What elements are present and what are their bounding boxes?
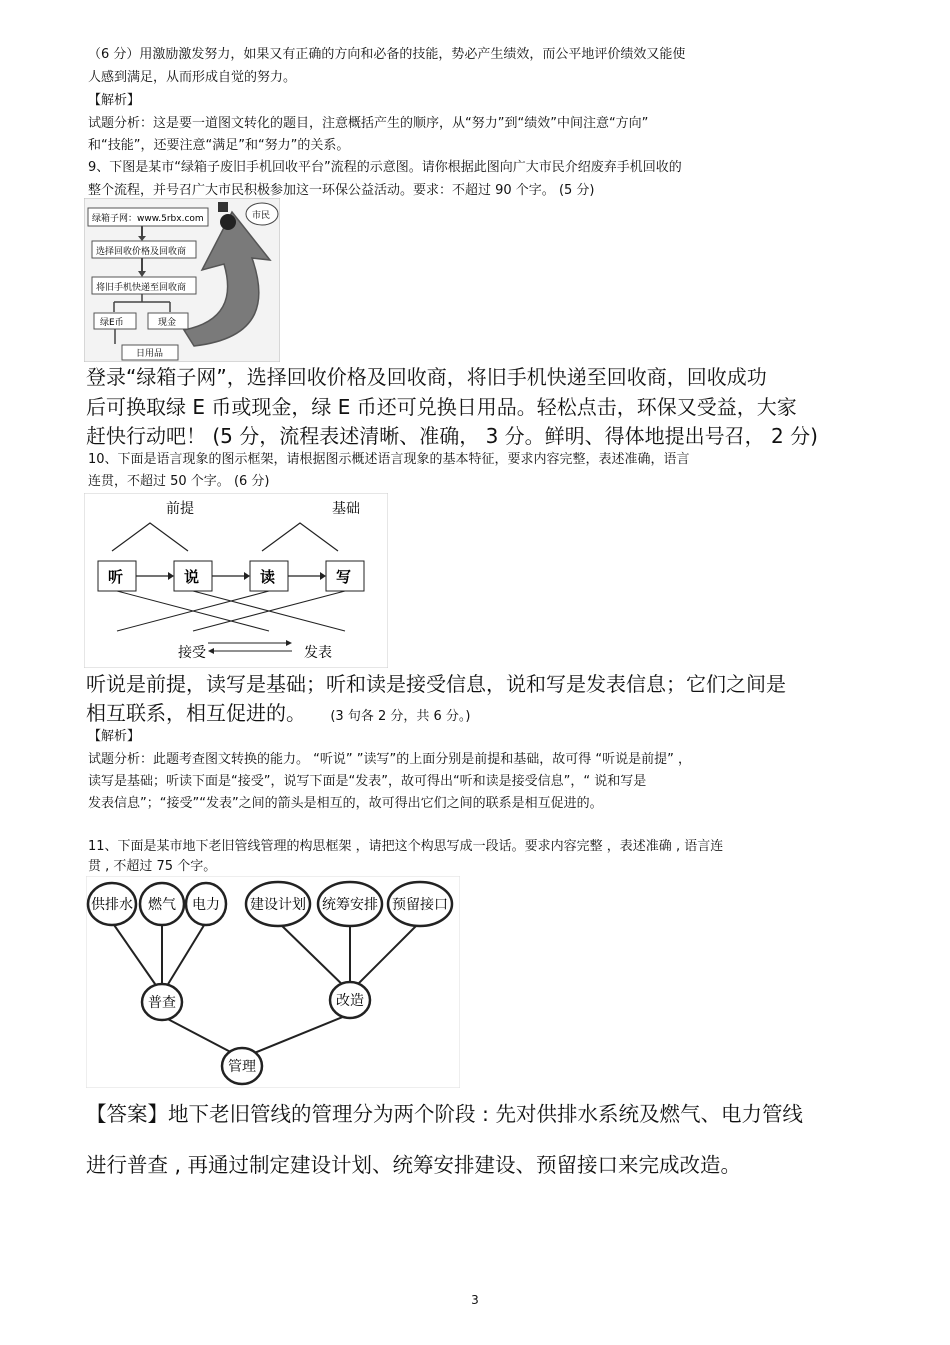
receive-label: 接受	[178, 645, 206, 661]
q8-answer-line1: （6 分）用激励激发努力，如果又有正确的方向和必备的技能，势必产生绩效，而公平地评价绩效又能使	[88, 47, 686, 62]
q9-question-line2: 整个流程，并号召广大市民积极参加这一环保公益活动。要求：不超过 90 个字。 (5 分)	[88, 183, 595, 198]
publish-label: 发表	[304, 645, 332, 661]
q10-score-note: (3 句各 2 分，共 6 分。)	[330, 709, 471, 724]
q9-question-line1: 9、下图是某市“绿箱子废旧手机回收平台”流程的示意图。请你根据此图向广大市民介绍废弃手机回收的	[88, 160, 682, 175]
q11-answer-line1: 【答案】地下老旧管线的管理分为两个阶段 : 先对供排水系统及燃气、电力管线	[86, 1102, 803, 1126]
q10-question-line2: 连贯，不超过 50 个字。 (6 分)	[88, 474, 270, 489]
computer-icon	[218, 202, 228, 212]
q9-answer-line2: 后可换取绿 E 币或现金，绿 E 币还可兑换日用品。轻松点击，环保又受益，大家	[86, 395, 797, 419]
q10-question-line1: 10、下面是语言现象的图示框架，请根据图示概述语言现象的基本特征，要求内容完整，表述准确，语言	[88, 452, 690, 467]
plan-node-label: 建设计划	[250, 897, 306, 913]
step1-label: 选择回收价格及回收商	[96, 247, 187, 257]
pipeline-management-figure	[86, 876, 460, 1088]
q11-question-line2: 贯 , 不超过 75 个字。	[88, 859, 217, 874]
manage-node-label: 管理	[228, 1059, 256, 1075]
premise-label: 前提	[166, 501, 194, 517]
q10-analysis-line2: 读写是基础；听读下面是“接受”，说写下面是“发表”，故可得出“听和读是接受信息”，“ 说和写是	[88, 774, 647, 789]
q11-answer-line2: 进行普查 , 再通过制定建设计划、统筹安排建设、预留接口来完成改造。	[86, 1153, 742, 1177]
q10-analysis-heading: 【解析】	[88, 729, 141, 744]
person-icon	[220, 214, 236, 230]
coin-label: 绿E币	[100, 318, 124, 328]
read-label: 读	[260, 568, 276, 586]
site-label: 绿箱子网：www.5rbx.com	[92, 214, 204, 224]
survey-node-label: 普查	[148, 995, 176, 1011]
goods-label: 日用品	[136, 349, 164, 359]
gas-node-label: 燃气	[148, 897, 176, 913]
citizen-label: 市民	[252, 211, 271, 221]
recycle-flow-figure	[84, 198, 280, 362]
q11-question-line1: 11、下面是某市地下老旧管线管理的构思框架 ，请把这个构思写成一段话。要求内容完整 ，表述准确 , 语言连	[88, 839, 724, 854]
listen-label: 听	[108, 568, 124, 586]
q8-analysis-heading: 【解析】	[88, 93, 141, 108]
q10-analysis-line1: 试题分析：此题考查图文转换的能力。 “听说” ”读写”的上面分别是前提和基础，故可得 “听说是前提” ，	[88, 752, 691, 767]
q8-analysis-line1: 试题分析：这是要一道图文转化的题目，注意概括产生的顺序，从“努力”到“绩效”中间注意“方向”	[88, 116, 649, 131]
q9-answer-line3: 赶快行动吧！ (5 分，流程表述清晰、准确， 3 分。鲜明、得体地提出号召， 2 分)	[86, 424, 818, 448]
language-framework-figure	[84, 493, 388, 668]
coord-node-label: 统筹安排	[322, 897, 378, 913]
q10-analysis-line3: 发表信息”；“接受”“发表”之间的箭头是相互的，故可得出它们之间的联系是相互促进的。	[88, 796, 603, 811]
q10-answer-line2-text: 相互联系，相互促进的。	[86, 701, 306, 725]
water-node-label: 供排水	[91, 897, 133, 913]
q8-analysis-line2: 和“技能”，还要注意“满足”和“努力”的关系。	[88, 138, 350, 153]
step2-label: 将旧手机快递至回收商	[96, 283, 187, 293]
page-number: 3	[471, 1293, 479, 1307]
q10-answer-line2	[86, 700, 470, 730]
q9-answer-line1: 登录“绿箱子网”，选择回收价格及回收商，将旧手机快递至回收商，回收成功	[86, 365, 767, 389]
power-node-label: 电力	[192, 897, 220, 913]
rebuild-node-label: 改造	[336, 993, 364, 1009]
reserve-node-label: 预留接口	[392, 897, 448, 913]
cash-label: 现金	[158, 318, 177, 328]
q8-answer-line2: 人感到满足，从而形成自觉的努力。	[88, 70, 297, 85]
q10-answer-line1: 听说是前提，读写是基础；听和读是接受信息，说和写是发表信息；它们之间是	[86, 672, 786, 696]
write-label: 写	[336, 568, 352, 586]
speak-label: 说	[184, 568, 200, 586]
basis-label: 基础	[332, 501, 360, 517]
